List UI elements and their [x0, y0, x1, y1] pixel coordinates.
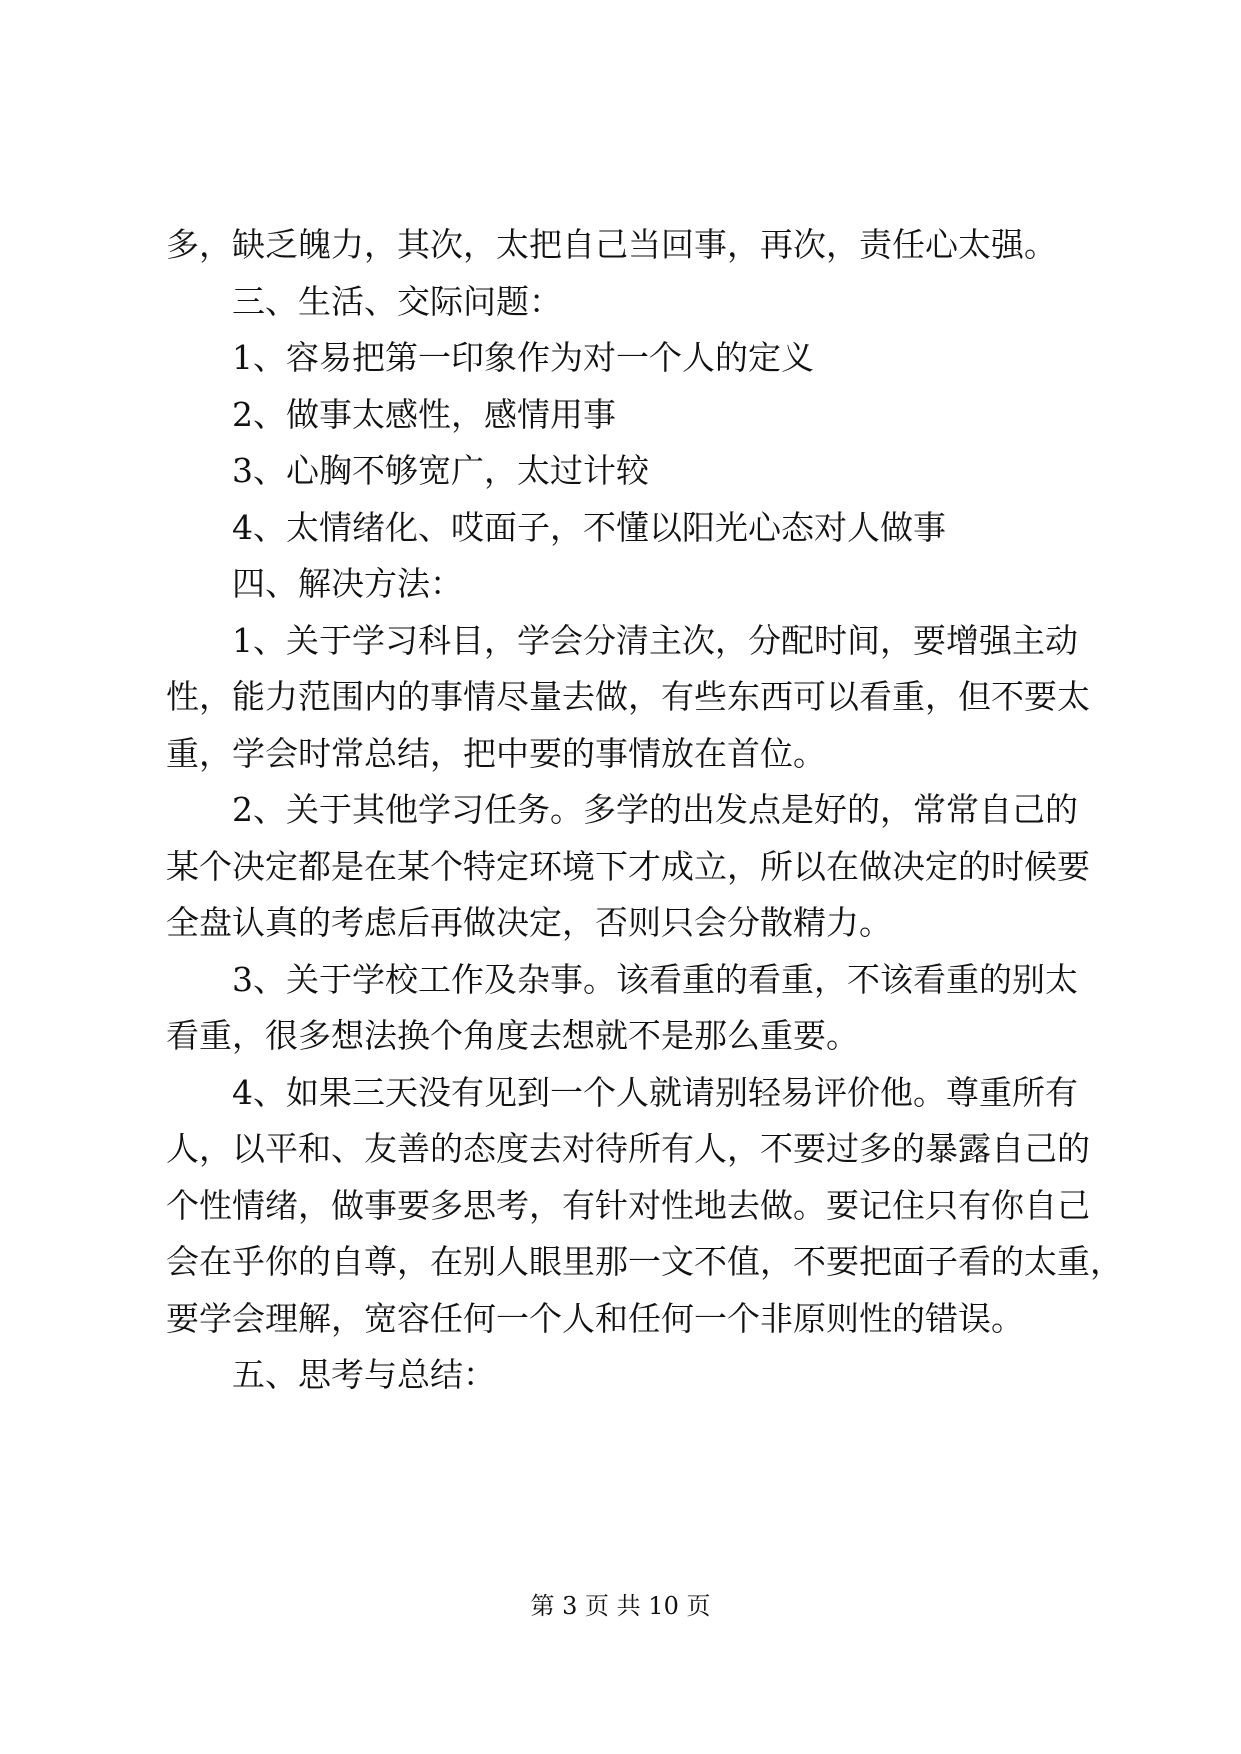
paragraph-line: 重，学会时常总结，把中要的事情放在首位。 [166, 734, 826, 773]
list-item: 3、心胸不够宽广，太过计较 [232, 451, 649, 490]
paragraph-line: 1、关于学习科目，学会分清主次，分配时间，要增强主动 [232, 621, 1078, 660]
paragraph-line: 性，能力范围内的事情尽量去做，有些东西可以看重，但不要太 [166, 677, 1090, 716]
paragraph-line: 4、如果三天没有见到一个人就请别轻易评价他。尊重所有 [232, 1073, 1078, 1112]
paragraph-line: 多，缺乏魄力，其次，太把自己当回事，再次，责任心太强。 [166, 225, 1057, 264]
paragraph-line: 人，以平和、友善的态度去对待所有人，不要过多的暴露自己的 [166, 1129, 1090, 1168]
paragraph-line: 全盘认真的考虑后再做决定，否则只会分散精力。 [166, 903, 892, 942]
section-heading: 四、解决方法： [232, 564, 463, 603]
paragraph-line: 会在乎你的自尊，在别人眼里那一文不值，不要把面子看的太重， [166, 1242, 1123, 1281]
section-heading: 五、思考与总结： [232, 1355, 496, 1394]
list-item: 1、容易把第一印象作为对一个人的定义 [232, 338, 814, 377]
list-item: 4、太情绪化、哎面子，不懂以阳光心态对人做事 [232, 508, 946, 547]
section-heading: 三、生活、交际问题： [232, 282, 562, 321]
list-item: 2、做事太感性，感情用事 [232, 395, 616, 434]
paragraph-line: 2、关于其他学习任务。多学的出发点是好的，常常自己的 [232, 790, 1078, 829]
paragraph-line: 3、关于学校工作及杂事。该看重的看重，不该看重的别太 [232, 960, 1078, 999]
page-number-footer: 第 3 页 共 10 页 [530, 1592, 711, 1620]
paragraph-line: 看重，很多想法换个角度去想就不是那么重要。 [166, 1016, 859, 1055]
paragraph-line: 个性情绪，做事要多思考，有针对性地去做。要记住只有你自己 [166, 1186, 1090, 1225]
paragraph-line: 某个决定都是在某个特定环境下才成立，所以在做决定的时候要 [166, 847, 1090, 886]
paragraph-line: 要学会理解，宽容任何一个人和任何一个非原则性的错误。 [166, 1299, 1024, 1338]
